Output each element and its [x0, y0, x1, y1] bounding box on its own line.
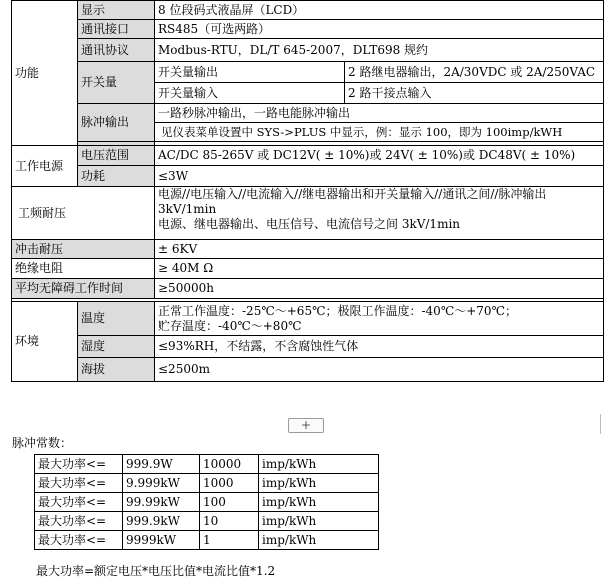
altitude-value: ≤2500m	[155, 358, 604, 382]
pulse-constant-unit-cell: imp/kWh	[259, 512, 379, 531]
temperature-name: 温度	[78, 302, 155, 336]
pulse-constant-heading: 脉冲常数：	[12, 436, 73, 450]
pulse-constant-constant-cell: 1000	[200, 474, 259, 493]
display-name: 显示	[78, 1, 155, 20]
pulse-constant-row	[35, 531, 379, 550]
pulse-output-line1: 一路秒脉冲输出，一路电能脉冲输出	[155, 104, 604, 123]
consumption-name: 功耗	[78, 166, 155, 187]
pulse-constant-label-cell: 最大功率<=	[35, 531, 123, 550]
switch-output-value: 2 路继电器输出，2A/30VDC 或 2A/250VAC	[345, 62, 604, 83]
comm-interface-value: RS485（可选两路）	[155, 20, 604, 39]
impulse-value: ± 6KV	[155, 240, 604, 259]
comm-protocol-value: Modbus-RTU，DL/T 645-2007，DLT698 规约	[155, 39, 604, 62]
pulse-output-name: 脉冲输出	[78, 104, 155, 142]
pulse-constant-table	[34, 454, 379, 550]
altitude-name: 海拔	[78, 358, 155, 382]
spec-table	[11, 0, 604, 382]
pulse-output-line2: 见仪表菜单设置中 SYS->PLUS 中显示，例：显示 100，即为 100imp/kWH	[155, 123, 604, 142]
environment-label: 环境	[12, 302, 78, 382]
pulse-constant-constant-cell: 10000	[200, 455, 259, 474]
comm-protocol-name: 通讯协议	[78, 39, 155, 62]
display-value: 8 位段码式液晶屏（LCD）	[155, 1, 604, 20]
pulse-constant-row	[35, 455, 379, 474]
impulse-label: 冲击耐压	[12, 240, 155, 259]
power-freq-line2: 3kV/1min	[158, 202, 217, 216]
add-row-button[interactable]: +	[288, 418, 324, 433]
power-freq-value	[155, 187, 604, 240]
pulse-constant-label-cell: 最大功率<=	[35, 512, 123, 531]
power-freq-line1: 电源//电压输入//电流输入//继电器输出和开关量输入//通讯之间//脉冲输出	[158, 187, 547, 201]
temperature-line1: 正常工作温度：-25℃～+65℃；极限工作温度：-40℃～+70℃；	[158, 303, 517, 318]
humidity-name: 湿度	[78, 336, 155, 358]
pulse-constant-power-cell: 999.9kW	[123, 512, 200, 531]
power-freq-line3: 电源、继电器输出、电压信号、电流信号之间 3kV/1min	[158, 217, 461, 231]
pulse-constant-unit-cell: imp/kWh	[259, 531, 379, 550]
temperature-value	[155, 302, 604, 336]
pulse-constant-row	[35, 474, 379, 493]
insulation-label: 绝缘电阻	[12, 259, 155, 279]
pulse-formula: 最大功率=额定电压*电压比值*电流比值*1.2	[36, 564, 276, 578]
pulse-constant-label-cell: 最大功率<=	[35, 474, 123, 493]
comm-interface-name: 通讯接口	[78, 20, 155, 39]
function-label: 功能	[12, 1, 78, 146]
consumption-value: ≤3W	[155, 166, 604, 187]
pulse-constant-power-cell: 9999kW	[123, 531, 200, 550]
pulse-constant-constant-cell: 1	[200, 531, 259, 550]
power-label: 工作电源	[12, 146, 78, 187]
pulse-constant-unit-cell: imp/kWh	[259, 474, 379, 493]
table-edge-marker	[600, 414, 601, 434]
pulse-constant-power-cell: 9.999kW	[123, 474, 200, 493]
voltage-name: 电压范围	[78, 146, 155, 166]
humidity-value: ≤93%RH，不结露，不含腐蚀性气体	[155, 336, 604, 358]
pulse-constant-power-cell: 99.99kW	[123, 493, 200, 512]
pulse-constant-label-cell: 最大功率<=	[35, 455, 123, 474]
temperature-line2: 贮存温度：-40℃～+80℃	[158, 318, 302, 333]
pulse-constant-power-cell: 999.9W	[123, 455, 200, 474]
pulse-constant-row	[35, 512, 379, 531]
power-freq-label: 工频耐压	[12, 187, 155, 240]
pulse-constant-unit-cell: imp/kWh	[259, 493, 379, 512]
switch-name: 开关量	[78, 62, 155, 104]
pulse-constant-constant-cell: 10	[200, 512, 259, 531]
pulse-constant-label-cell: 最大功率<=	[35, 493, 123, 512]
switch-output-name: 开关量输出	[155, 62, 345, 83]
insulation-value: ≥ 40M Ω	[155, 259, 604, 279]
pulse-constant-unit-cell: imp/kWh	[259, 455, 379, 474]
voltage-value: AC/DC 85-265V 或 DC12V( ± 10%)或 24V( ± 10%)或 DC48V( ± 10%)	[155, 146, 604, 166]
switch-input-name: 开关量输入	[155, 83, 345, 104]
mtbf-value: ≥50000h	[155, 279, 604, 299]
pulse-constant-row	[35, 493, 379, 512]
pulse-constant-constant-cell: 100	[200, 493, 259, 512]
switch-input-value: 2 路干接点输入	[345, 83, 604, 104]
mtbf-label: 平均无障碍工作时间	[12, 279, 155, 299]
